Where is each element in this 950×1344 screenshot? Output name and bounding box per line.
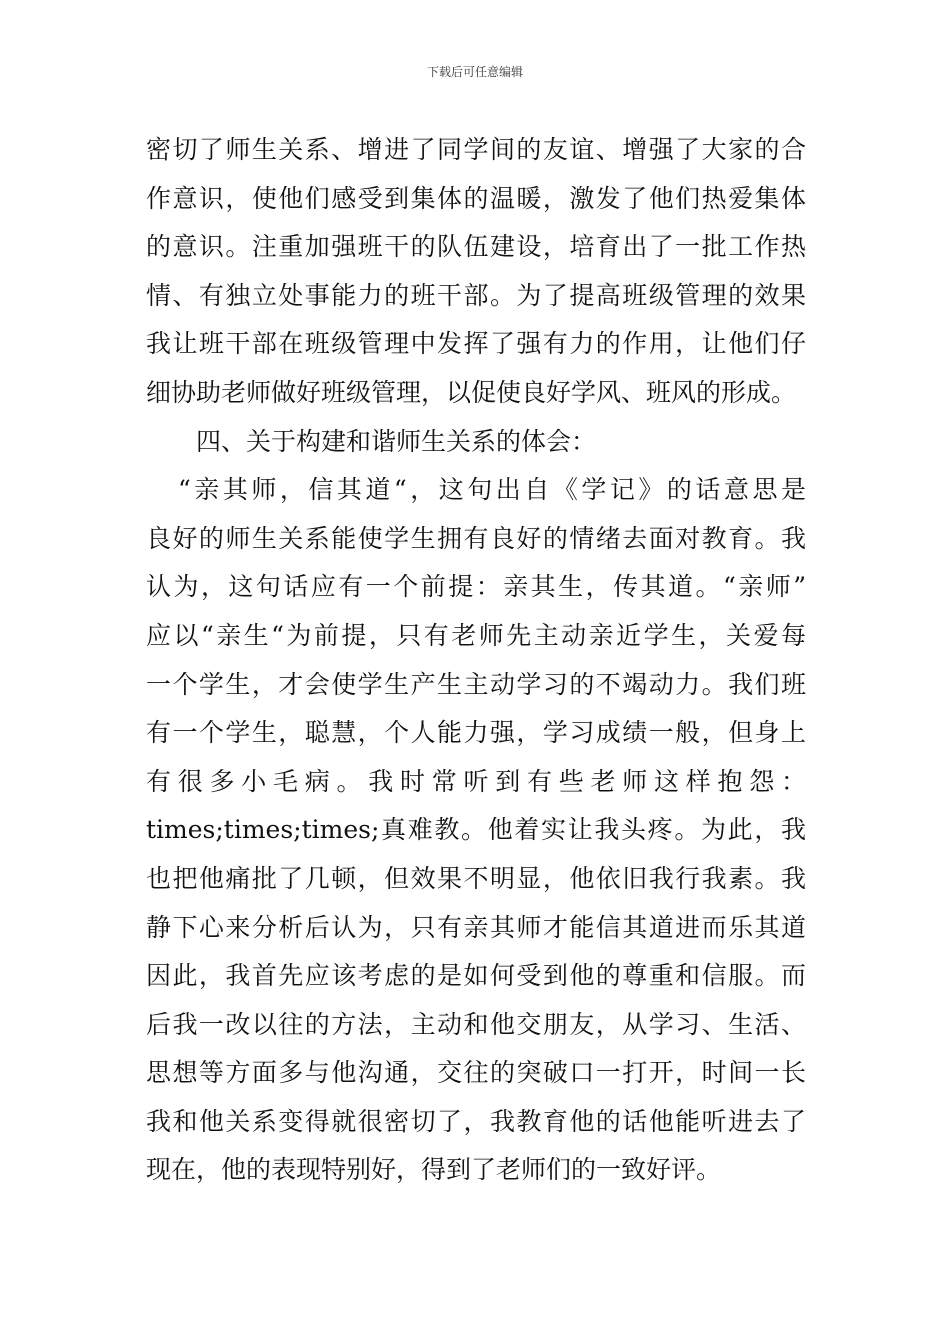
text-line: 我和他关系变得就很密切了，我教育他的话他能听进去了: [146, 1106, 806, 1136]
text-line: 情、有独立处事能力的班干部。为了提高班级管理的效果: [146, 280, 806, 310]
text-line: “亲其师，信其道“，这句出自《学记》的话意思是: [178, 475, 806, 505]
text-line: 静下心来分析后认为，只有亲其师才能信其道进而乐其道: [146, 912, 806, 942]
text-line: 现在，他的表现特别好，得到了老师们的一致好评。: [146, 1155, 722, 1185]
text-line: 因此，我首先应该考虑的是如何受到他的尊重和信服。而: [146, 961, 806, 991]
text-line: 细协助老师做好班级管理，以促使良好学风、班风的形成。: [146, 377, 797, 407]
text-line: 一个学生，才会使学生产生主动学习的不竭动力。我们班: [146, 669, 806, 699]
text-line: 应以“亲生“为前提，只有老师先主动亲近学生，关爱每: [146, 620, 806, 650]
text-line: 良好的师生关系能使学生拥有良好的情绪去面对教育。我: [146, 523, 806, 553]
page-header: 下载后可任意编辑: [426, 65, 523, 79]
text-line: 我让班干部在班级管理中发挥了强有力的作用，让他们仔: [146, 329, 806, 359]
text-line: 后我一改以往的方法，主动和他交朋友，从学习、生活、: [146, 1009, 806, 1039]
text-line: 认为，这句话应有一个前提：亲其生，传其道。“亲师”: [146, 572, 806, 602]
text-line: 也把他痛批了几顿，但效果不明显，他依旧我行我素。我: [146, 863, 806, 893]
text-line: 作意识，使他们感受到集体的温暖，激发了他们热爱集体: [146, 183, 806, 213]
text-line: 密切了师生关系、增进了同学间的友谊、增强了大家的合: [146, 135, 806, 164]
text-line: 有很多小毛病。我时常听到有些老师这样抱怨：: [146, 766, 806, 796]
text-line: 的意识。注重加强班干的队伍建设，培育出了一批工作热: [146, 232, 806, 262]
text-line: 思想等方面多与他沟通，交往的突破口一打开，时间一长: [146, 1058, 806, 1088]
body-text: [146, 126, 806, 1195]
text-line: 有一个学生，聪慧，个人能力强，学习成绩一般，但身上: [146, 718, 806, 748]
text-line: times;times;times;真难教。他着实让我头疼。为此，我: [146, 815, 806, 845]
section-heading: 四、关于构建和谐师生关系的体会：: [196, 426, 597, 456]
